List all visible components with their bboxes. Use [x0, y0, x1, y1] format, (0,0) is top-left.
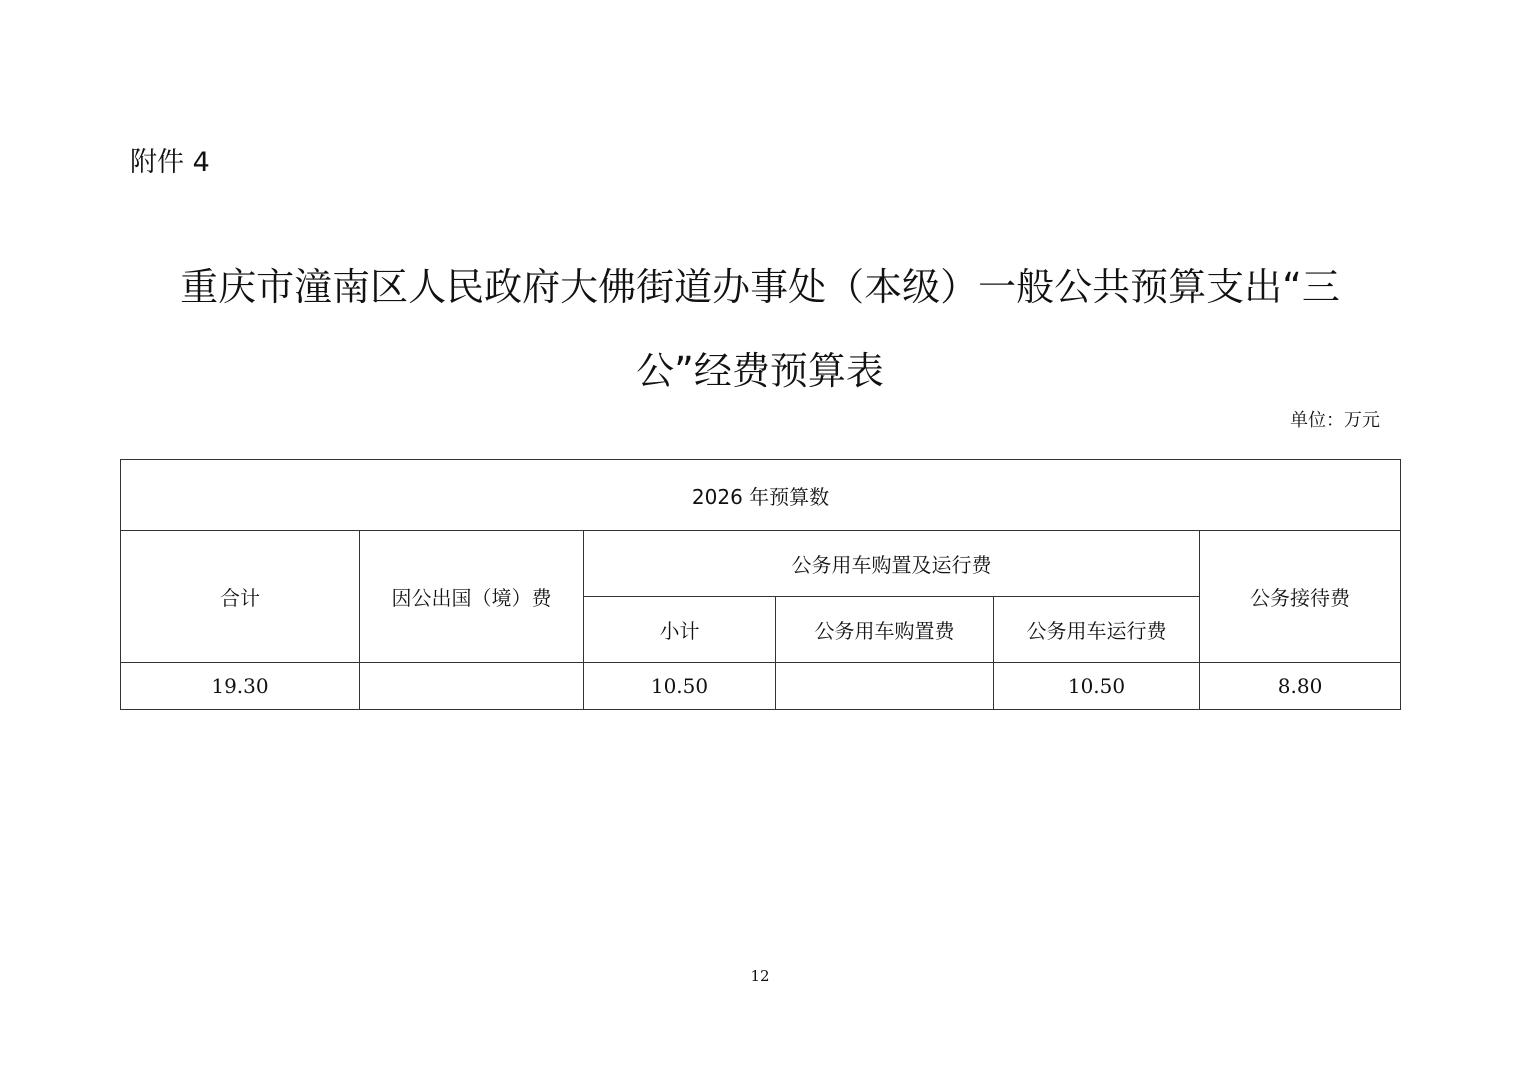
cell-total: 19.30 [121, 663, 360, 710]
document-title [120, 245, 1400, 413]
attachment-label: 附件 4 [130, 147, 210, 178]
cell-reception: 8.80 [1200, 663, 1401, 710]
unit-label: 单位：万元 [1290, 410, 1380, 431]
header-reception: 公务接待费 [1200, 531, 1401, 663]
table-row-year-header [121, 460, 1401, 531]
table-row-header-1 [121, 531, 1401, 597]
document-title-line-1: 重庆市潼南区人民政府大佛街道办事处（本级）一般公共预算支出“三 [180, 265, 1340, 309]
header-vehicle-subtotal: 小计 [584, 597, 776, 663]
cell-vehicle-operation: 10.50 [994, 663, 1200, 710]
cell-vehicle-purchase [776, 663, 994, 710]
header-vehicle-operation: 公务用车运行费 [994, 597, 1200, 663]
budget-table [120, 459, 1401, 710]
table-row [121, 663, 1401, 710]
cell-overseas [360, 663, 584, 710]
header-overseas: 因公出国（境）费 [360, 531, 584, 663]
year-header-cell: 2026 年预算数 [121, 460, 1401, 531]
header-vehicle-purchase: 公务用车购置费 [776, 597, 994, 663]
header-total: 合计 [121, 531, 360, 663]
document-title-line-2: 公”经费预算表 [636, 349, 884, 393]
cell-vehicle-subtotal: 10.50 [584, 663, 776, 710]
header-vehicle-group: 公务用车购置及运行费 [584, 531, 1200, 597]
page-number: 12 [750, 967, 770, 985]
